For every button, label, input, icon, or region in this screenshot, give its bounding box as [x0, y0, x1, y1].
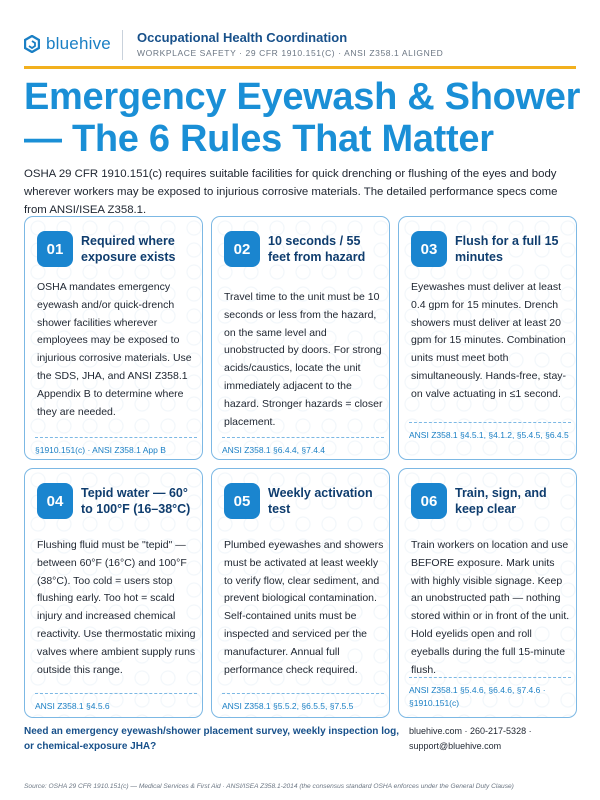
rule-reference: ANSI Z358.1 §6.4.4, §7.4.4: [222, 437, 384, 457]
header-title: Occupational Health Coordination: [137, 30, 348, 45]
page-title: Emergency Eyewash & Shower — The 6 Rules That Matter: [24, 76, 581, 160]
rule-title: 10 seconds / 55 feet from hazard: [268, 234, 366, 264]
page-header: [0, 0, 600, 66]
rule-body: Flushing fluid must be "tepid" — between 60°F (16°C) and 100°F (38°C). Too cold = users stop flushing early. Too hot = scald injury and increased chemical reactivity. Use thermostatic mixing valves where ambient supply runs outside this range.: [37, 539, 196, 676]
rule-title: Weekly activation test: [268, 486, 373, 516]
rule-card-02: [211, 216, 390, 460]
rule-card-03: [398, 216, 577, 460]
accent-rule: [24, 66, 576, 69]
bluehive-logo[interactable]: [24, 34, 111, 54]
rule-card-01: [24, 216, 203, 460]
rule-number-badge: 05: [224, 483, 260, 519]
rule-body: Eyewashes must deliver at least 0.4 gpm for 15 minutes. Drench showers must deliver at least 20 gpm for 15 minutes. Combination units must meet both simultaneously. Hands-free, stay-on valve actuating in ≤1 second.: [411, 281, 567, 400]
rule-title: Train, sign, and keep clear: [455, 486, 547, 516]
rule-body: Travel time to the unit must be 10 seconds or less from the hazard, on the same level and unobstructed by doors. For strong acids/caustics, locate the unit immediately adjacent to the hazard. Stronger hazards = closer placement.: [224, 291, 383, 428]
source-citation: Source: OSHA 29 CFR 1910.151(c) — Medical Services & First Aid · ANSI/ISEA Z358.1-2014 (the consensus standard OSHA enforces under the General Duty Clause): [24, 783, 514, 790]
logo-text: bluehive: [46, 34, 111, 53]
rule-reference: ANSI Z358.1 §5.5.2, §6.5.5, §7.5.5: [222, 693, 384, 713]
header-subtitle: WORKPLACE SAFETY · 29 CFR 1910.151(C) · ANSI Z358.1 ALIGNED: [137, 48, 444, 58]
rule-number-badge: 02: [224, 231, 260, 267]
rule-reference: §1910.151(c) · ANSI Z358.1 App B: [35, 437, 197, 457]
rule-number-badge: 03: [411, 231, 447, 267]
rule-card-06: [398, 468, 577, 718]
header-divider: [122, 30, 123, 60]
rule-title: Flush for a full 15 minutes: [455, 234, 559, 264]
rule-number-badge: 04: [37, 483, 73, 519]
rule-number-badge: 01: [37, 231, 73, 267]
intro-paragraph: OSHA 29 CFR 1910.151(c) requires suitable facilities for quick drenching or flushing of the eyes and body wherever workers may be exposed to injurious corrosive materials. The detailed performance specs come from ANSI/ISEA Z358.1.: [24, 168, 558, 216]
rule-reference: ANSI Z358.1 §4.5.6: [35, 693, 197, 713]
rule-number-badge: 06: [411, 483, 447, 519]
rule-card-05: [211, 468, 390, 718]
rule-card-04: [24, 468, 203, 718]
rule-reference: ANSI Z358.1 §5.4.6, §6.4.6, §7.4.6 · §1910.151(c): [409, 677, 571, 710]
rule-title: Tepid water — 60° to 100°F (16–38°C): [81, 486, 191, 516]
footer-call-to-action: Need an emergency eyewash/shower placement survey, weekly inspection log, or chemical-exposure JHA?: [24, 726, 399, 752]
rule-reference: ANSI Z358.1 §4.5.1, §4.1.2, §5.4.5, §6.4.5: [409, 422, 571, 442]
hexagon-logo-icon: [24, 35, 40, 53]
rule-body: Train workers on location and use BEFORE exposure. Mark units with highly visible signage. Keep an unobstructed path — nothing stored within or in front of the unit. Hold eyelids open and roll eyeballs during the full 15-minute flush.: [411, 539, 570, 676]
rule-title: Required where exposure exists: [81, 234, 176, 264]
rule-body: OSHA mandates emergency eyewash and/or quick-drench shower facilities wherever employees may be exposed to injurious corrosive materials. Use the SDS, JHA, and ANSI Z358.1 Appendix B to determine where they are needed.: [37, 281, 192, 418]
rule-body: Plumbed eyewashes and showers must be activated at least weekly to verify flow, clear sediment, and prevent biological contamination. Self-contained units must be inspected and serviced per the manufacturer. Annual full performance check required.: [224, 539, 384, 676]
footer-contact[interactable]: bluehive.com · 260-217-5328 · support@bluehive.com: [409, 726, 532, 751]
